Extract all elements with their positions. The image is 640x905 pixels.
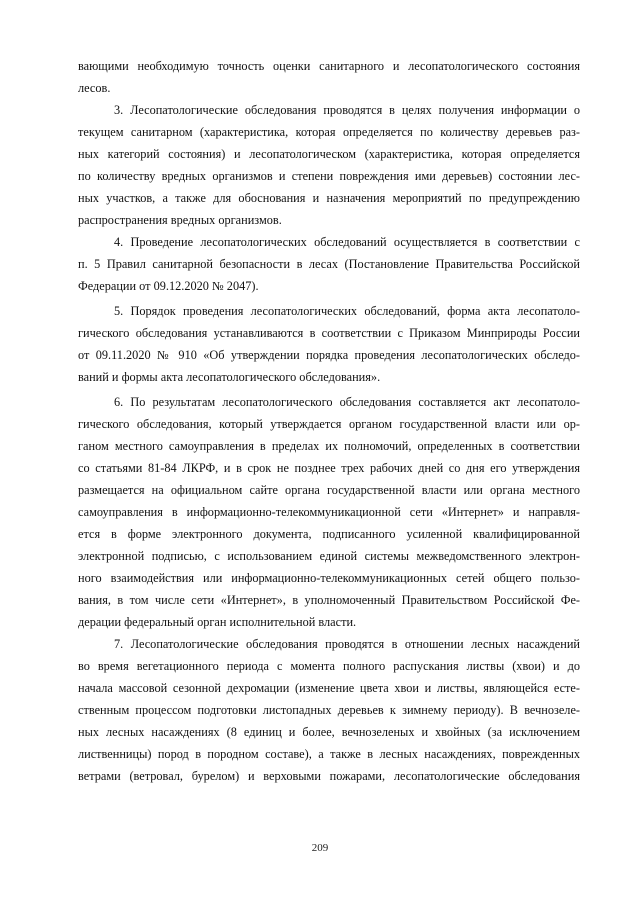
text-line: ваний и формы акта лесопатологического обследования». bbox=[78, 370, 381, 384]
text-line: ного взаимодействия или информационно-телекоммуникационных сетей общего пользо- bbox=[78, 571, 580, 585]
text-line: 4. Проведение лесопатологических обследований осуществляется в соответствии с bbox=[114, 235, 580, 249]
text-line: ных участков, а также для обоснования и назначения мероприятий по предупреждению bbox=[78, 191, 580, 205]
text-line: текущем санитарном (характеристика, которая определяется по количеству деревьев раз- bbox=[78, 125, 580, 139]
text-line: электронной подписью, с использованием единой системы межведомственного электрон- bbox=[78, 549, 580, 563]
text-line: 7. Лесопатологические обследования проводятся в отношении лесных насаждений bbox=[114, 637, 580, 651]
text-line: гического обследования, который утверждается органом государственной власти или ор- bbox=[78, 417, 580, 431]
text-line: 5. Порядок проведения лесопатологических обследований, форма акта лесопатоло- bbox=[114, 304, 580, 318]
text-line: вающими необходимую точность оценки санитарного и лесопатологического состояния bbox=[78, 59, 580, 73]
paragraph-3 bbox=[78, 99, 580, 231]
text-line: гического обследования устанавливаются в соответствии с Приказом Минприроды России bbox=[78, 326, 580, 340]
page-number: 209 bbox=[311, 842, 329, 854]
paragraph-7 bbox=[78, 633, 580, 787]
text-line: Федерации от 09.12.2020 № 2047). bbox=[78, 279, 259, 293]
text-line: п. 5 Правил санитарной безопасности в лесах (Постановление Правительства Российской bbox=[78, 257, 580, 271]
text-line: ственным процессом подготовки листопадных деревьев к зимнему периоду). В вечнозеле- bbox=[78, 703, 580, 717]
text-line: лесов. bbox=[78, 81, 111, 95]
text-line: 3. Лесопатологические обследования проводятся в целях получения информации о bbox=[114, 103, 580, 117]
text-line: ных лесных насаждениях (8 единиц и более, вечнозеленых и хвойных (за исключением bbox=[78, 725, 580, 739]
text-line: распространения вредных организмов. bbox=[78, 213, 282, 227]
text-line: ганом местного самоуправления в пределах их полномочий, определенных в соответствии bbox=[78, 439, 580, 453]
document-page bbox=[78, 55, 580, 787]
text-line: от 09.11.2020 № 910 «Об утверждении порядка проведения лесопатологических обследо- bbox=[78, 348, 580, 362]
text-line: дерации федеральный орган исполнительной власти. bbox=[78, 615, 357, 629]
text-line: со статьями 81-84 ЛКРФ, и в срок не позднее трех рабочих дней со дня его утверждения bbox=[78, 461, 580, 475]
text-line: ветрами (ветровал, бурелом) и верховыми пожарами, лесопатологические обследования bbox=[78, 769, 580, 783]
paragraph-continuation bbox=[78, 55, 580, 99]
paragraph-4 bbox=[78, 231, 580, 297]
text-line: вания, в том числе сети «Интернет», в уполномоченный Правительством Российской Фе- bbox=[78, 593, 580, 607]
text-line: самоуправления в информационно-телекоммуникационной сети «Интернет» и направля- bbox=[78, 505, 580, 519]
paragraph-6 bbox=[78, 391, 580, 633]
text-line: ных категорий состояния) и лесопатологическом (характеристика, которая определяется bbox=[78, 147, 580, 161]
text-line: ется в форме электронного документа, подписанного усиленной квалифицированной bbox=[78, 527, 580, 541]
paragraph-5 bbox=[78, 300, 580, 388]
text-line: начала массовой сезонной дехромации (изменение цвета хвои и листвы, являющейся есте- bbox=[78, 681, 580, 695]
text-line: лиственницы) пород в породном составе), а также в лесных насаждениях, поврежденных bbox=[78, 747, 580, 761]
text-line: по количеству вредных организмов и степени повреждения ими деревьев) состоянии лес- bbox=[78, 169, 580, 183]
text-line: во время вегетационного периода с момента полного распускания листвы (хвои) и до bbox=[78, 659, 580, 673]
text-line: размещается на официальном сайте органа государственной власти или органа местного bbox=[78, 483, 580, 497]
text-line: 6. По результатам лесопатологического обследования составляется акт лесопатоло- bbox=[114, 395, 580, 409]
